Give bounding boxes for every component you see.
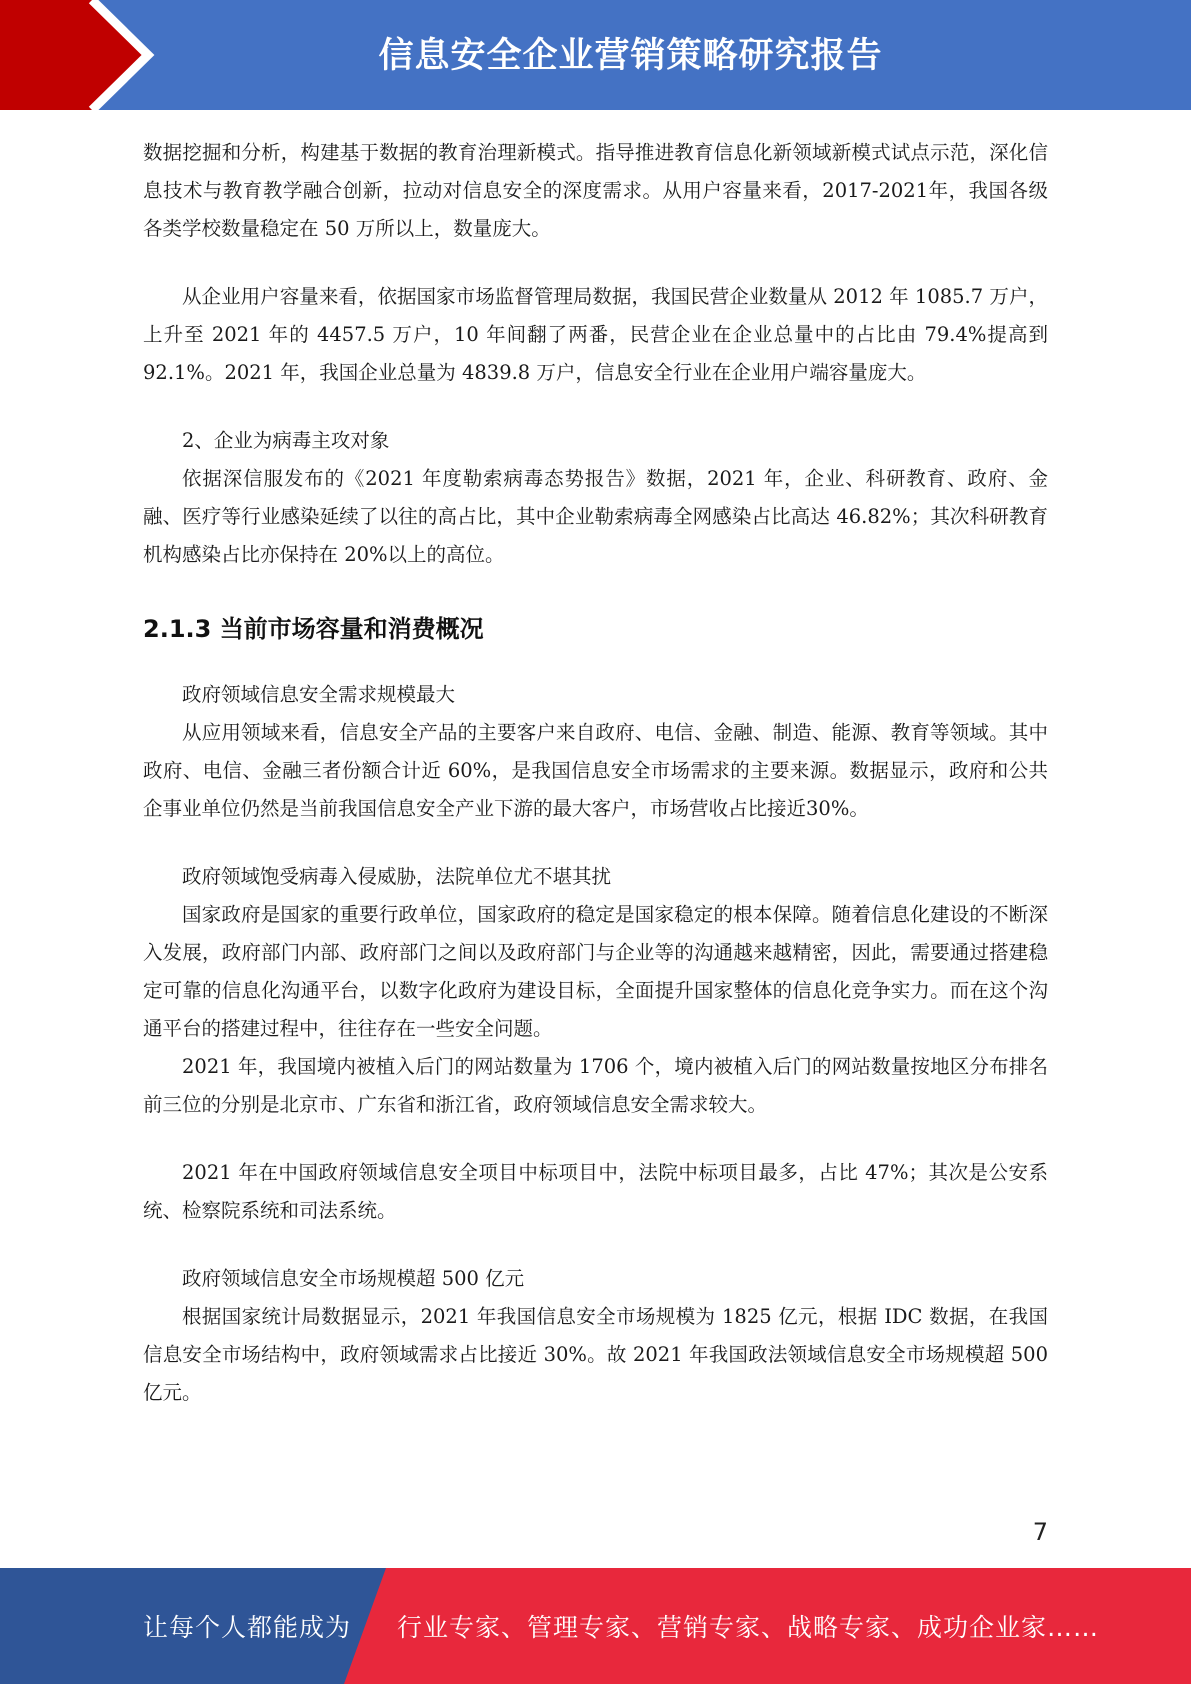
page-header bbox=[0, 0, 1191, 110]
subheading: 政府领域饱受病毒入侵威胁，法院单位尤不堪其扰 bbox=[182, 865, 612, 888]
subheading: 2、企业为病毒主攻对象 bbox=[182, 429, 390, 452]
paragraph: 2021 年，我国境内被植入后门的网站数量为 1706 个，境内被植入后门的网站数量按地区分布排名前三位的分别是北京市、广东省和浙江省，政府领域信息安全需求较大。 bbox=[143, 1055, 1048, 1116]
paragraph: 依据深信服发布的《2021 年度勒索病毒态势报告》数据，2021 年，企业、科研教育、政府、金融、医疗等行业感染延续了以往的高占比，其中企业勒索病毒全网感染占比高达 46.82%；其次科研教育机构感染占比亦保持在 20%以上的高位。 bbox=[143, 467, 1048, 566]
paragraph: 从应用领域来看，信息安全产品的主要客户来自政府、电信、金融、制造、能源、教育等领域。其中政府、电信、金融三者份额合计近 60%，是我国信息安全市场需求的主要来源。数据显示，政府和公共企事业单位仍然是当前我国信息安全产业下游的最大客户，市场营收占比接近30%。 bbox=[143, 721, 1048, 820]
paragraph: 数据挖掘和分析，构建基于数据的教育治理新模式。指导推进教育信息化新领域新模式试点示范，深化信息技术与教育教学融合创新，拉动对信息安全的深度需求。从用户容量来看，2017-2021年，我国各级各类学校数量稳定在 50 万所以上，数量庞大。 bbox=[143, 141, 1048, 240]
document-body bbox=[143, 134, 1048, 1412]
footer-slogan-right: 行业专家、管理专家、营销专家、战略专家、成功企业家…… bbox=[397, 1613, 1100, 1642]
page-number: 7 bbox=[1032, 1518, 1048, 1546]
paragraph: 国家政府是国家的重要行政单位，国家政府的稳定是国家稳定的根本保障。随着信息化建设的不断深入发展，政府部门内部、政府部门之间以及政府部门与企业等的沟通越来越精密，因此，需要通过搭建稳定可靠的信息化沟通平台，以数字化政府为建设目标，全面提升国家整体的信息化竞争实力。而在这个沟通平台的搭建过程中，往往存在一些安全问题。 bbox=[143, 903, 1048, 1040]
paragraph: 根据国家统计局数据显示，2021 年我国信息安全市场规模为 1825 亿元，根据 IDC 数据，在我国信息安全市场结构中，政府领域需求占比接近 30%。故 2021 年我国政法领域信息安全市场规模超 500 亿元。 bbox=[143, 1305, 1048, 1404]
section-heading: 2.1.3 当前市场容量和消费概况 bbox=[143, 615, 484, 643]
paragraph: 2021 年在中国政府领域信息安全项目中标项目中，法院中标项目最多，占比 47%；其次是公安系统、检察院系统和司法系统。 bbox=[143, 1161, 1048, 1222]
report-title: 信息安全企业营销策略研究报告 bbox=[378, 36, 883, 76]
subheading: 政府领域信息安全需求规模最大 bbox=[182, 683, 456, 706]
footer-slogan-left: 让每个人都能成为 bbox=[143, 1613, 352, 1642]
page-footer bbox=[0, 1568, 1191, 1684]
subheading: 政府领域信息安全市场规模超 500 亿元 bbox=[182, 1267, 525, 1290]
paragraph: 从企业用户容量来看，依据国家市场监督管理局数据，我国民营企业数量从 2012 年 1085.7 万户，上升至 2021 年的 4457.5 万户，10 年间翻了两番，民营企业在企业总量中的占比由 79.4%提高到 92.1%。2021 年，我国企业总量为 4839.8 万户，信息安全行业在企业用户端容量庞大。 bbox=[143, 285, 1048, 384]
